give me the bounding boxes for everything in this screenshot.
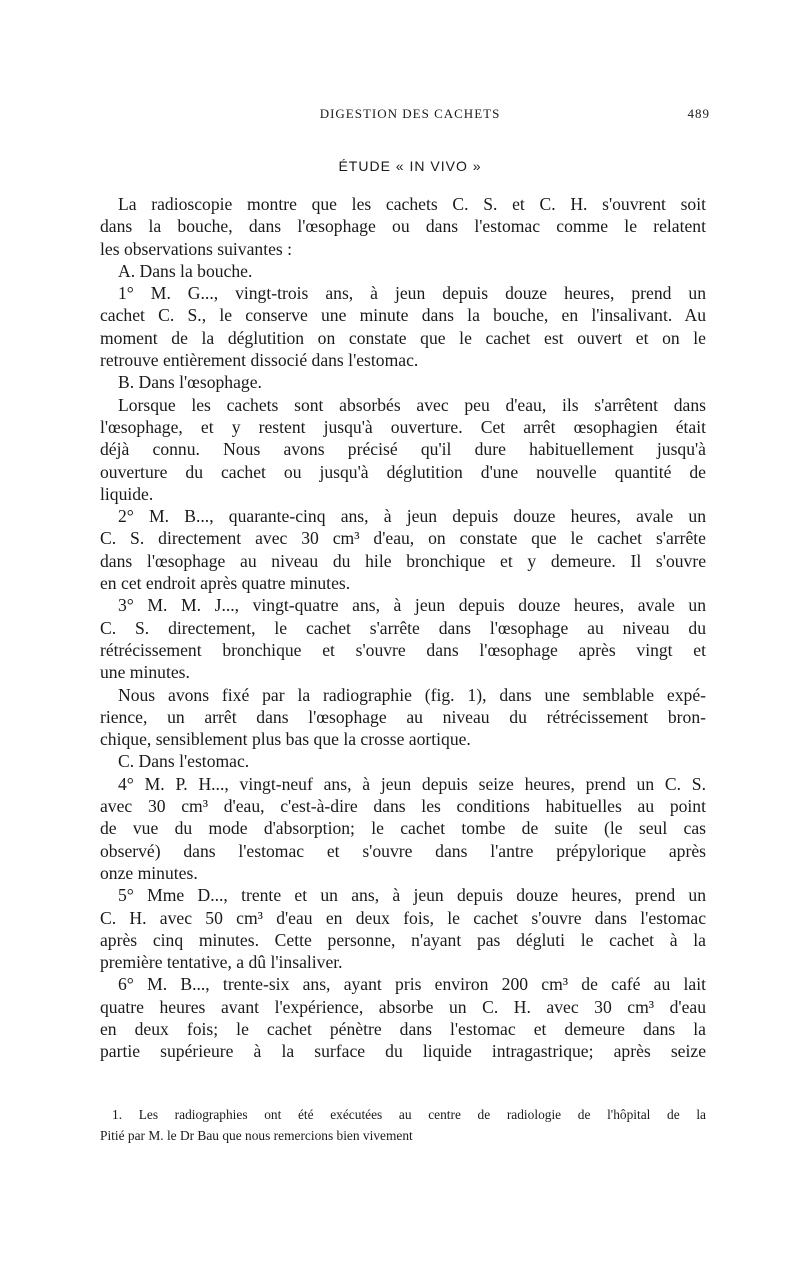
text-line: retrouve entièrement dissocié dans l'estomac. (100, 350, 419, 371)
text-line: observé) dans l'estomac et s'ouvre dans l'antre prépylorique après (100, 840, 706, 861)
text-line: 3° M. M. J..., vingt-quatre ans, à jeun depuis douze heures, avale un (118, 595, 706, 616)
text-line: A. Dans la bouche. (118, 260, 253, 281)
text-line: en cet endroit après quatre minutes. (100, 573, 351, 594)
page-number: 489 (687, 106, 710, 121)
text-line: cachet C. S., le conserve une minute dans la bouche, en l'insalivant. Au (100, 305, 706, 326)
text-line: chique, sensiblement plus bas que la crosse aortique. (100, 729, 471, 750)
text-line: 1° M. G..., vingt-trois ans, à jeun depuis douze heures, prend un (118, 283, 706, 304)
text-line: de vue du mode d'absorption; le cachet tombe de suite (le seul cas (100, 818, 706, 839)
text-line: les observations suivantes : (100, 238, 293, 259)
text-line: C. S. directement, le cachet s'arrête dans l'œsophage au niveau du (100, 617, 706, 638)
text-line: ouverture du cachet ou jusqu'à déglutition d'une nouvelle quantité de (100, 461, 706, 482)
text-line: rétrécissement bronchique et s'ouvre dans l'œsophage après vingt et (100, 639, 706, 660)
text-line: Nous avons fixé par la radiographie (fig. 1), dans une semblable expé- (118, 684, 706, 705)
text-line: avec 30 cm³ d'eau, c'est-à-dire dans les conditions habituelles au point (100, 796, 706, 817)
text-line: 6° M. B..., trente-six ans, ayant pris environ 200 cm³ de café au lait (118, 974, 706, 995)
text-line: quatre heures avant l'expérience, absorbe un C. H. avec 30 cm³ d'eau (100, 996, 706, 1017)
text-line: dans la bouche, dans l'œsophage ou dans l'estomac comme le relatent (100, 216, 706, 237)
text-line: partie supérieure à la surface du liquide intragastrique; après seize (100, 1041, 706, 1062)
text-line: 5° Mme D..., trente et un ans, à jeun depuis douze heures, prend un (118, 885, 706, 906)
text-line: B. Dans l'œsophage. (118, 372, 262, 393)
text-line: rience, un arrêt dans l'œsophage au niveau du rétrécissement bron- (100, 706, 706, 727)
footnote-line: Pitié par M. le Dr Bau que nous remercions bien vivement (100, 1128, 413, 1143)
text-line: Lorsque les cachets sont absorbés avec peu d'eau, ils s'arrêtent dans (118, 394, 706, 415)
text-line: liquide. (100, 483, 154, 504)
text-line: l'œsophage, et y restent jusqu'à ouverture. Cet arrêt œsophagien était (100, 416, 706, 437)
footnote-line: 1. Les radiographies ont été exécutées au centre de radiologie de l'hôpital de la (112, 1107, 706, 1122)
text-line: onze minutes. (100, 862, 198, 883)
text-line: déjà connu. Nous avons précisé qu'il dure habituellement jusqu'à (100, 439, 706, 460)
text-line: en deux fois; le cachet pénètre dans l'estomac et demeure dans la (100, 1018, 706, 1039)
text-line: C. Dans l'estomac. (118, 751, 250, 772)
text-line: C. H. avec 50 cm³ d'eau en deux fois, le cachet s'ouvre dans l'estomac (100, 907, 706, 928)
text-line: après cinq minutes. Cette personne, n'ayant pas dégluti le cachet à la (100, 929, 706, 950)
text-line: dans l'œsophage au niveau du hile bronchique et y demeure. Il s'ouvre (100, 550, 706, 571)
text-line: La radioscopie montre que les cachets C. S. et C. H. s'ouvrent soit (118, 194, 706, 214)
footnotes (100, 1104, 706, 1146)
text-line: première tentative, a dû l'insaliver. (100, 952, 343, 973)
text-line: moment de la déglutition on constate que le cachet est ouvert et on le (100, 327, 706, 348)
section-title: ÉTUDE « IN VIVO » (338, 158, 482, 174)
running-head (100, 106, 720, 128)
text-line: 4° M. P. H..., vingt-neuf ans, à jeun depuis seize heures, prend un C. S. (118, 773, 706, 794)
body-text (100, 193, 706, 1063)
text-line: une minutes. (100, 662, 190, 683)
text-line: C. S. directement avec 30 cm³ d'eau, on constate que le cachet s'arrête (100, 528, 706, 549)
running-title: DIGESTION DES CACHETS (319, 106, 501, 121)
text-line: 2° M. B..., quarante-cinq ans, à jeun depuis douze heures, avale un (118, 506, 706, 527)
